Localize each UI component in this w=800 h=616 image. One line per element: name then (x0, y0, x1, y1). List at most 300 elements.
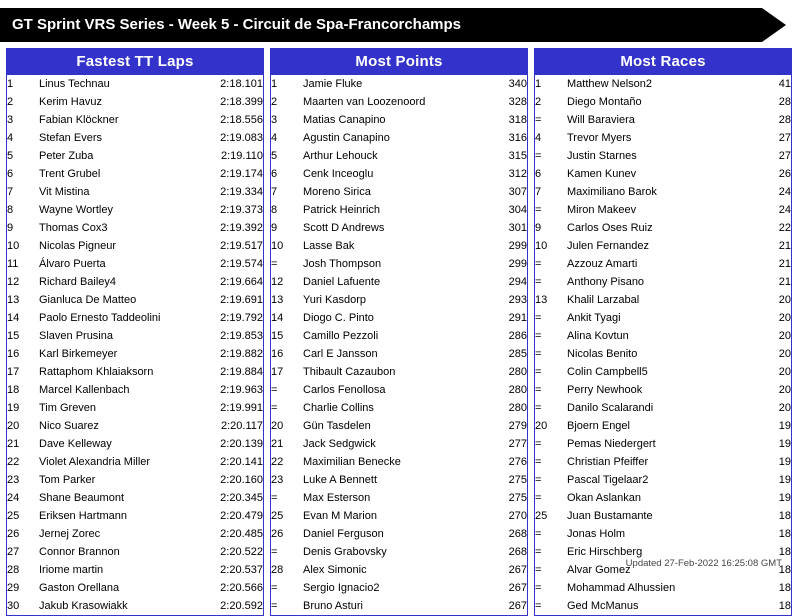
row-driver-name: Agustin Canapino (303, 132, 390, 144)
table-row (7, 183, 263, 201)
table-row (535, 399, 791, 417)
table-row (271, 93, 527, 111)
row-value: 276 (508, 456, 527, 468)
row-value: 280 (508, 384, 527, 396)
row-value: 2:19.373 (220, 204, 263, 216)
row-position: 23 (271, 474, 284, 486)
row-position: 24 (7, 492, 20, 504)
row-position: = (535, 276, 542, 288)
table-row (535, 111, 791, 129)
table-row (535, 417, 791, 435)
row-position: 25 (535, 510, 548, 522)
row-driver-name: Perry Newhook (567, 384, 643, 396)
row-driver-name: Tom Parker (39, 474, 96, 486)
table-row (7, 309, 263, 327)
row-value: 267 (508, 600, 527, 612)
row-driver-name: Camillo Pezzoli (303, 330, 379, 342)
row-driver-name: Carlos Fenollosa (303, 384, 386, 396)
table-row (271, 309, 527, 327)
row-position: = (271, 402, 278, 414)
row-value: 18 (778, 510, 791, 522)
row-driver-name: Gün Tasdelen (303, 420, 371, 432)
panel-most-points (270, 48, 528, 616)
row-value: 299 (508, 258, 527, 270)
row-position: 11 (7, 258, 19, 270)
row-driver-name: Yuri Kasdorp (303, 294, 366, 306)
table-row (535, 327, 791, 345)
row-driver-name: Iriome martin (39, 564, 104, 576)
row-position: 29 (7, 582, 20, 594)
row-value: 21 (778, 240, 791, 252)
row-position: 3 (7, 114, 14, 126)
row-value: 2:19.174 (220, 168, 263, 180)
table-row (535, 219, 791, 237)
row-driver-name: Matias Canapino (303, 114, 386, 126)
row-value: 26 (778, 168, 791, 180)
row-position: 6 (7, 168, 14, 180)
row-value: 19 (778, 456, 791, 468)
row-position: 25 (7, 510, 20, 522)
row-driver-name: Khalil Larzabal (567, 294, 640, 306)
table-row (271, 417, 527, 435)
table-row (7, 291, 263, 309)
row-position: = (535, 312, 542, 324)
row-driver-name: Slaven Prusina (39, 330, 113, 342)
row-driver-name: Azzouz Amarti (567, 258, 638, 270)
table-row (535, 471, 791, 489)
row-position: 1 (535, 78, 542, 90)
table-row (7, 381, 263, 399)
row-position: 9 (7, 222, 14, 234)
row-value: 2:20.479 (220, 510, 263, 522)
table-row (271, 291, 527, 309)
table-row (7, 489, 263, 507)
row-position: 2 (271, 96, 278, 108)
row-position: 10 (535, 240, 548, 252)
row-driver-name: Luke A Bennett (303, 474, 378, 486)
table-row (7, 327, 263, 345)
row-driver-name: Jamie Fluke (303, 78, 363, 90)
table-row (7, 237, 263, 255)
row-driver-name: Charlie Collins (303, 402, 374, 414)
table-row (271, 75, 527, 93)
row-value: 267 (508, 564, 527, 576)
row-position: 21 (271, 438, 284, 450)
row-driver-name: Connor Brannon (39, 546, 120, 558)
row-driver-name: Tim Greven (39, 402, 97, 414)
table-row (271, 327, 527, 345)
table-row (271, 183, 527, 201)
row-driver-name: Kerim Havuz (39, 96, 102, 108)
row-value: 280 (508, 366, 527, 378)
row-driver-name: Linus Technau (39, 78, 110, 90)
row-position: 6 (271, 168, 278, 180)
table-row (271, 399, 527, 417)
row-position: 5 (7, 150, 14, 162)
table-row (271, 237, 527, 255)
row-position: = (535, 492, 542, 504)
row-value: 18 (778, 528, 791, 540)
row-position: 28 (271, 564, 284, 576)
row-position: 22 (271, 456, 284, 468)
table-row (7, 507, 263, 525)
row-driver-name: Violet Alexandria Miller (39, 456, 151, 468)
table-row (7, 471, 263, 489)
row-driver-name: Juan Bustamante (567, 510, 653, 522)
row-driver-name: Carl E Jansson (303, 348, 378, 360)
table-row (271, 219, 527, 237)
row-driver-name: Peter Zuba (39, 150, 94, 162)
row-value: 2:19.517 (220, 240, 263, 252)
row-position: 27 (7, 546, 20, 558)
row-position: 20 (271, 420, 284, 432)
row-driver-name: Gianluca De Matteo (39, 294, 137, 306)
row-driver-name: Evan M Marion (303, 510, 377, 522)
table-row (535, 489, 791, 507)
row-driver-name: Cenk Inceoglu (303, 168, 374, 180)
row-driver-name: Lasse Bak (303, 240, 355, 252)
row-value: 2:20.485 (220, 528, 263, 540)
row-driver-name: Marcel Kallenbach (39, 384, 130, 396)
row-position: = (271, 582, 278, 594)
panel-title: Most Races (535, 49, 791, 75)
row-position: 4 (271, 132, 278, 144)
row-position: 9 (271, 222, 278, 234)
table-row (7, 345, 263, 363)
row-value: 21 (778, 258, 791, 270)
row-driver-name: Colin Campbell5 (567, 366, 648, 378)
row-value: 20 (778, 348, 791, 360)
row-value: 301 (508, 222, 527, 234)
row-driver-name: Rattaphom Khlaiaksorn (39, 366, 154, 378)
row-driver-name: Pemas Niedergert (567, 438, 656, 450)
row-value: 2:19.664 (220, 276, 263, 288)
row-position: 26 (7, 528, 20, 540)
row-value: 275 (508, 474, 527, 486)
table-row (535, 237, 791, 255)
table-row (535, 147, 791, 165)
row-driver-name: Okan Aslankan (567, 492, 641, 504)
panel-fastest-tt-laps (6, 48, 264, 616)
row-position: 26 (271, 528, 284, 540)
table-row (271, 435, 527, 453)
row-driver-name: Dave Kelleway (39, 438, 112, 450)
row-value: 291 (508, 312, 527, 324)
table-row (535, 165, 791, 183)
row-position: 2 (535, 96, 542, 108)
row-driver-name: Arthur Lehouck (303, 150, 378, 162)
row-driver-name: Carlos Oses Ruiz (567, 222, 653, 234)
row-value: 28 (778, 96, 791, 108)
table-row (271, 381, 527, 399)
table-row (535, 525, 791, 543)
row-value: 27 (778, 150, 791, 162)
row-driver-name: Matthew Nelson2 (567, 78, 652, 90)
row-value: 315 (508, 150, 527, 162)
table-row (7, 363, 263, 381)
row-driver-name: Maximilian Benecke (303, 456, 401, 468)
row-position: 12 (271, 276, 284, 288)
row-position: 8 (271, 204, 278, 216)
row-value: 2:19.991 (220, 402, 263, 414)
row-driver-name: Christian Pfeiffer (567, 456, 649, 468)
row-value: 2:20.141 (220, 456, 263, 468)
row-driver-name: Eriksen Hartmann (39, 510, 128, 522)
table-row (7, 201, 263, 219)
table-row (271, 363, 527, 381)
row-value: 316 (508, 132, 527, 144)
row-value: 285 (508, 348, 527, 360)
row-position: 13 (271, 294, 284, 306)
row-driver-name: Bjoern Engel (567, 420, 630, 432)
row-driver-name: Thomas Cox3 (39, 222, 108, 234)
row-position: 14 (271, 312, 284, 324)
row-driver-name: Karl Birkemeyer (39, 348, 118, 360)
leaderboard-table (535, 75, 791, 615)
row-driver-name: Daniel Ferguson (303, 528, 384, 540)
table-row (7, 417, 263, 435)
row-driver-name: Will Baraviera (567, 114, 635, 126)
row-position: = (535, 366, 542, 378)
row-position: = (535, 456, 542, 468)
table-row (7, 435, 263, 453)
row-position: 2 (7, 96, 14, 108)
row-value: 2:20.139 (220, 438, 263, 450)
table-row (7, 165, 263, 183)
row-position: 23 (7, 474, 20, 486)
row-position: = (535, 204, 542, 216)
table-body-fastest-tt-laps (7, 75, 263, 615)
row-driver-name: Richard Bailey4 (39, 276, 117, 288)
row-driver-name: Trevor Myers (567, 132, 632, 144)
row-position: = (535, 258, 542, 270)
row-value: 277 (508, 438, 527, 450)
row-value: 293 (508, 294, 527, 306)
row-value: 267 (508, 582, 527, 594)
table-row (535, 435, 791, 453)
row-value: 2:18.399 (220, 96, 263, 108)
row-value: 19 (778, 438, 791, 450)
table-row (535, 597, 791, 615)
row-position: 10 (7, 240, 20, 252)
row-position: = (535, 582, 542, 594)
table-row (535, 453, 791, 471)
table-row (535, 93, 791, 111)
row-value: 340 (508, 78, 527, 90)
row-value: 21 (778, 276, 791, 288)
table-row (535, 255, 791, 273)
row-driver-name: Álvaro Puerta (39, 258, 106, 270)
row-driver-name: Nico Suarez (39, 420, 99, 432)
row-position: 10 (271, 240, 284, 252)
row-value: 2:20.592 (220, 600, 263, 612)
row-driver-name: Sergio Ignacio2 (303, 582, 380, 594)
row-driver-name: Eric Hirschberg (567, 546, 643, 558)
table-row (535, 129, 791, 147)
row-driver-name: Denis Grabovsky (303, 546, 387, 558)
table-row (535, 345, 791, 363)
row-position: 3 (271, 114, 278, 126)
row-value: 20 (778, 402, 791, 414)
table-row (7, 129, 263, 147)
row-value: 280 (508, 402, 527, 414)
row-value: 2:18.101 (220, 78, 263, 90)
table-row (535, 579, 791, 597)
row-value: 20 (778, 384, 791, 396)
table-row (271, 453, 527, 471)
table-body-most-races (535, 75, 791, 615)
row-value: 41 (778, 78, 791, 90)
row-value: 299 (508, 240, 527, 252)
table-row (271, 165, 527, 183)
row-value: 2:20.345 (220, 492, 263, 504)
row-position: 13 (535, 294, 548, 306)
leaderboard-columns (6, 48, 794, 616)
row-driver-name: Nicolas Benito (567, 348, 638, 360)
table-row (271, 489, 527, 507)
row-driver-name: Fabian Klöckner (39, 114, 119, 126)
table-row (271, 525, 527, 543)
row-position: = (535, 348, 542, 360)
row-position: 7 (535, 186, 542, 198)
row-position: 22 (7, 456, 20, 468)
row-position: 15 (7, 330, 20, 342)
row-value: 2:19.083 (220, 132, 263, 144)
table-row (271, 597, 527, 615)
row-value: 20 (778, 330, 791, 342)
row-value: 2:19.691 (220, 294, 263, 306)
row-driver-name: Paolo Ernesto Taddeolini (39, 312, 161, 324)
row-position: = (535, 564, 542, 576)
row-value: 275 (508, 492, 527, 504)
row-driver-name: Alina Kovtun (567, 330, 629, 342)
row-position: 25 (271, 510, 284, 522)
page-title: GT Sprint VRS Series - Week 5 - Circuit de Spa-Francorchamps (12, 16, 462, 33)
row-position: 17 (7, 366, 20, 378)
row-driver-name: Daniel Lafuente (303, 276, 381, 288)
row-value: 2:20.160 (220, 474, 263, 486)
updated-timestamp: Updated 27-Feb-2022 16:25:08 GMT (625, 558, 782, 569)
table-row (7, 273, 263, 291)
row-position: 1 (271, 78, 278, 90)
row-driver-name: Trent Grubel (39, 168, 101, 180)
row-position: = (271, 600, 278, 612)
row-value: 304 (508, 204, 527, 216)
row-value: 20 (778, 366, 791, 378)
row-driver-name: Nicolas Pigneur (39, 240, 117, 252)
row-position: = (535, 474, 542, 486)
row-value: 27 (778, 132, 791, 144)
row-position: = (271, 258, 278, 270)
row-driver-name: Scott D Andrews (303, 222, 385, 234)
table-row (535, 381, 791, 399)
row-driver-name: Maarten van Loozenoord (303, 96, 426, 108)
table-row (7, 525, 263, 543)
row-position: 9 (535, 222, 542, 234)
row-driver-name: Pascal Tigelaar2 (567, 474, 649, 486)
table-row (271, 201, 527, 219)
row-position: 19 (7, 402, 20, 414)
row-value: 19 (778, 492, 791, 504)
row-driver-name: Vit Mistina (39, 186, 90, 198)
row-value: 2:19.884 (220, 366, 263, 378)
row-driver-name: Ged McManus (567, 600, 639, 612)
row-value: 2:19.334 (220, 186, 263, 198)
table-body-most-points (271, 75, 527, 615)
row-driver-name: Diogo C. Pinto (303, 312, 374, 324)
table-row (7, 579, 263, 597)
row-driver-name: Wayne Wortley (39, 204, 113, 216)
row-driver-name: Diego Montaño (567, 96, 642, 108)
row-value: 2:19.574 (220, 258, 263, 270)
row-value: 19 (778, 474, 791, 486)
row-driver-name: Ankit Tyagi (567, 312, 621, 324)
row-position: = (271, 492, 278, 504)
row-position: 5 (271, 150, 278, 162)
row-position: 4 (535, 132, 542, 144)
row-position: 18 (7, 384, 20, 396)
row-position: 4 (7, 132, 14, 144)
row-value: 18 (778, 582, 791, 594)
row-value: 270 (508, 510, 527, 522)
row-driver-name: Alvar Gomez (567, 564, 631, 576)
row-value: 294 (508, 276, 527, 288)
row-position: = (535, 402, 542, 414)
row-value: 20 (778, 294, 791, 306)
row-driver-name: Gaston Orellana (39, 582, 120, 594)
row-position: = (535, 384, 542, 396)
row-position: 16 (271, 348, 284, 360)
row-position: 13 (7, 294, 20, 306)
row-position: 14 (7, 312, 20, 324)
row-position: = (535, 600, 542, 612)
row-position: = (271, 384, 278, 396)
table-row (535, 507, 791, 525)
row-value: 2:20.537 (220, 564, 263, 576)
table-row (7, 399, 263, 417)
row-driver-name: Jakub Krasowiakk (39, 600, 128, 612)
panel-title: Most Points (271, 49, 527, 75)
table-row (7, 255, 263, 273)
table-row (271, 579, 527, 597)
row-value: 286 (508, 330, 527, 342)
row-value: 2:20.566 (220, 582, 263, 594)
table-row (535, 309, 791, 327)
row-value: 2:19.110 (220, 150, 263, 162)
row-driver-name: Miron Makeev (567, 204, 637, 216)
row-value: 18 (778, 564, 791, 576)
table-row (271, 471, 527, 489)
row-value: 307 (508, 186, 527, 198)
table-row (271, 255, 527, 273)
row-driver-name: Patrick Heinrich (303, 204, 381, 216)
table-row (7, 597, 263, 615)
row-value: 2:19.853 (220, 330, 263, 342)
row-position: = (535, 330, 542, 342)
row-value: 2:19.882 (220, 348, 263, 360)
row-value: 19 (778, 420, 791, 432)
table-row (535, 201, 791, 219)
row-value: 22 (778, 222, 791, 234)
row-position: = (271, 546, 278, 558)
table-row (7, 453, 263, 471)
table-row (271, 111, 527, 129)
table-row (7, 111, 263, 129)
row-value: 2:18.556 (220, 114, 263, 126)
row-position: = (535, 114, 542, 126)
row-position: 8 (7, 204, 14, 216)
table-row (271, 129, 527, 147)
